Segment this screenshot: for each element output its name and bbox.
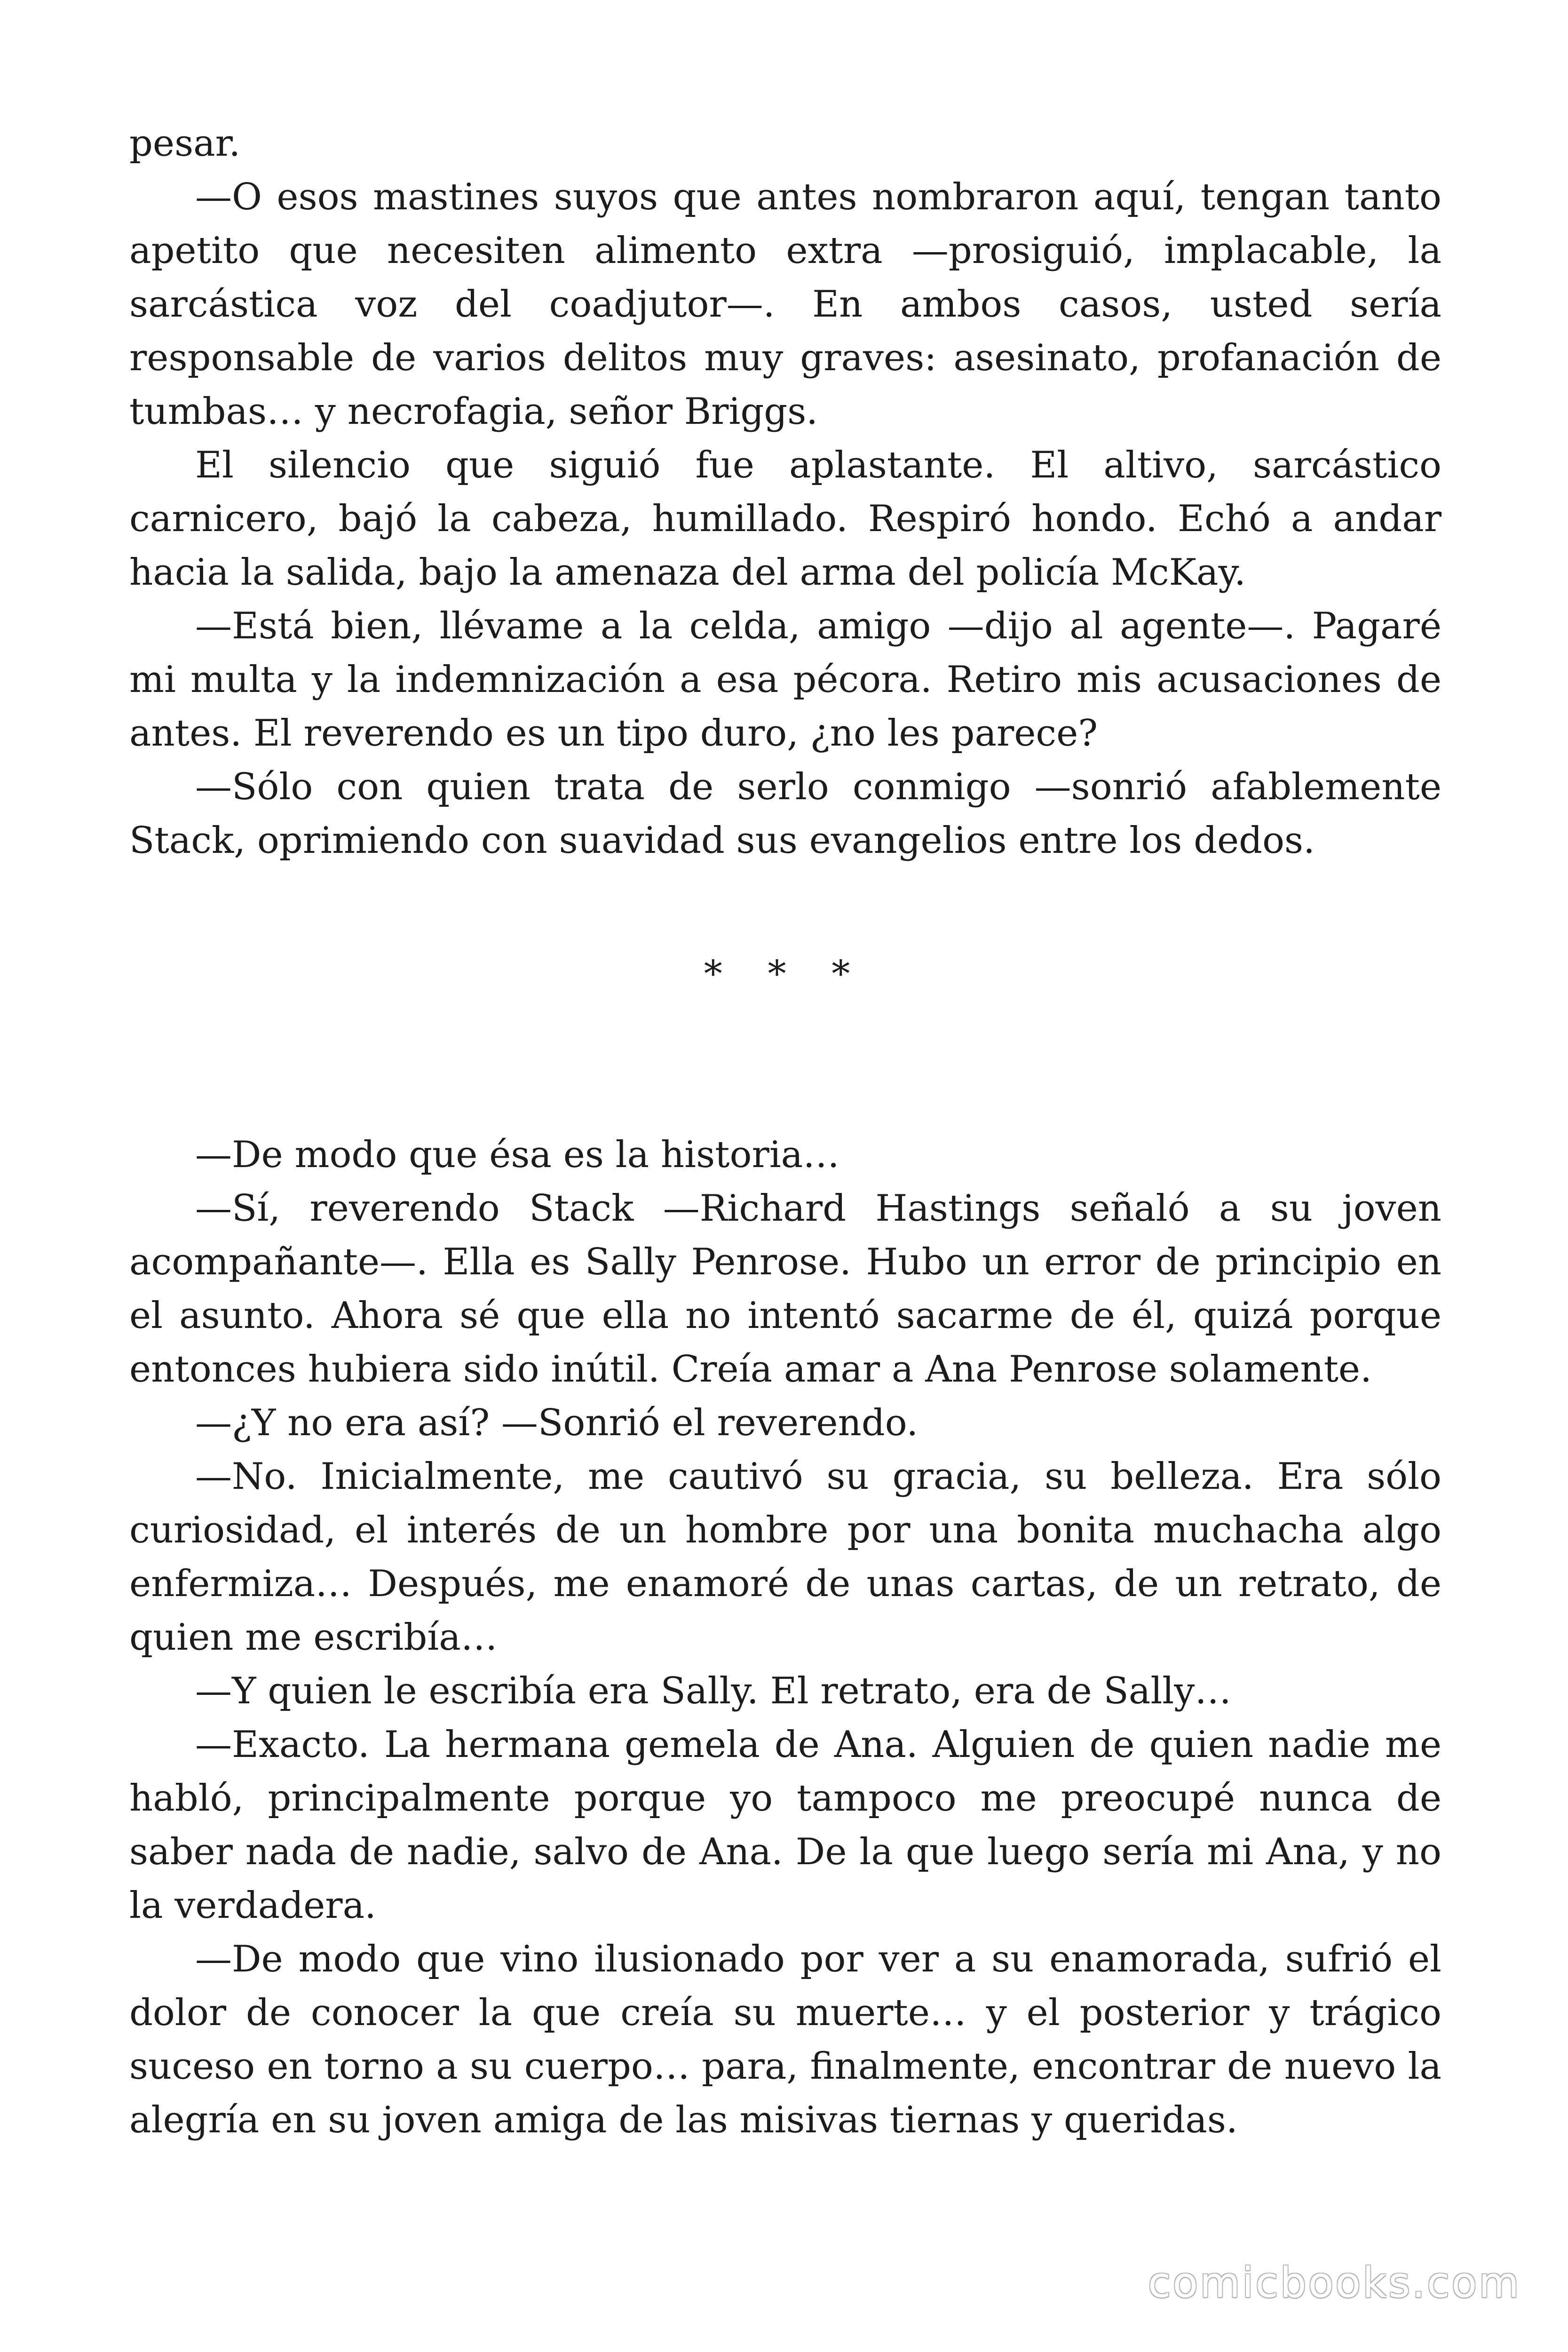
paragraph-historia: —De modo que ésa es la historia… [195, 1134, 840, 1176]
paragraph-continuation: pesar. [129, 122, 241, 165]
paragraph-hastings: —Sí, reverendo Stack —Richard Hastings señaló a su joven acompañante—. Ella es Sally Penrose. Hubo un error de principio en el asunto. Ahora sé que ella no intentó sacarme de él, quizá porque entonces hubiera sido inútil. Creía amar a Ana Penrose solamente. [129, 1187, 1441, 1391]
watermark-logo: comicbooks.com [1148, 2258, 1521, 2307]
paragraph-mastines: —O esos mastines suyos que antes nombraron aquí, tengan tanto apetito que necesiten alimento extra —prosiguió, implacable, la sarcástica voz del coadjutor—. En ambos casos, usted sería responsable de varios delitos muy graves: asesinato, profanación de tumbas… y necrofagia, señor Briggs. [129, 176, 1441, 433]
paragraph-sally-retrato: —Y quien le escribía era Sally. El retrato, era de Sally… [195, 1670, 1232, 1712]
section-separator: * * * [704, 953, 867, 995]
paragraph-stack-reply: —Sólo con quien trata de serlo conmigo —sonrió afablemente Stack, oprimiendo con suavidad sus evangelios entre los dedos. [129, 766, 1441, 862]
paragraph-gemela: —Exacto. La hermana gemela de Ana. Alguien de quien nadie me habló, principalmente porque yo tampoco me preocupé nunca de saber nada de nadie, salvo de Ana. De la que luego sería mi Ana, y no la verdadera. [129, 1724, 1441, 1927]
book-page [129, 117, 1441, 2147]
paragraph-silencio: El silencio que siguió fue aplastante. El altivo, sarcástico carnicero, bajó la cabeza, humillado. Respiró hondo. Echó a andar hacia la salida, bajo la amenaza del arma del policía McKay. [129, 444, 1441, 594]
paragraph-enamorada: —De modo que vino ilusionado por ver a su enamorada, sufrió el dolor de conocer la que creía su muerte… y el posterior y trágico suceso en torno a su cuerpo… para, finalmente, encontrar de nuevo la alegría en su joven amiga de las misivas tiernas y queridas. [129, 1938, 1441, 2141]
paragraph-celda: —Está bien, llévame a la celda, amigo —dijo al agente—. Pagaré mi multa y la indemnización a esa pécora. Retiro mis acusaciones de antes. El reverendo es un tipo duro, ¿no les parece? [129, 605, 1441, 755]
paragraph-no-era-asi: —¿Y no era así? —Sonrió el reverendo. [195, 1402, 919, 1444]
paragraph-inicialmente: —No. Inicialmente, me cautivó su gracia, su belleza. Era sólo curiosidad, el interés de un hombre por una bonita muchacha algo enfermiza… Después, me enamoré de unas cartas, de un retrato, de quien me escribía… [129, 1455, 1441, 1659]
